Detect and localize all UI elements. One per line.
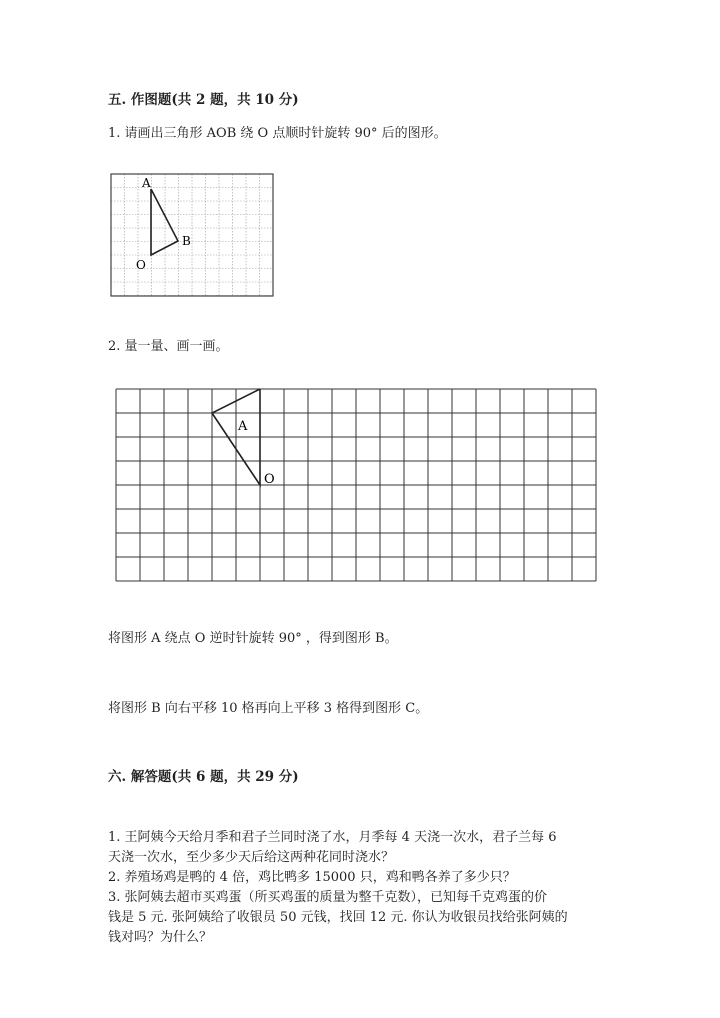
question-2: 2. 量一量、画一画。 xyxy=(108,339,229,354)
q3-line: 3. 张阿姨去超市买鸡蛋（所买鸡蛋的质量为整千克数），已知每千克鸡蛋的价 xyxy=(108,890,548,905)
q1-line: 1. 王阿姨今天给月季和君子兰同时浇了水，月季每 4 天浇一次水，君子兰每 6 xyxy=(108,830,557,845)
label-b: B xyxy=(182,234,191,248)
answer-questions xyxy=(108,828,613,948)
triangle-aob xyxy=(151,189,178,255)
label-o: O xyxy=(264,472,275,487)
section5-heading: 五. 作图题(共 2 题，共 10 分) xyxy=(108,92,299,108)
task-rotate: 将图形 A 绕点 O 逆时针旋转 90° ，得到图形 B。 xyxy=(108,631,398,646)
label-a: A xyxy=(142,176,151,190)
q2-line: 2. 养殖场鸡是鸭的 4 倍，鸡比鸭多 15000 只，鸡和鸭各养了多少只？ xyxy=(108,870,516,885)
task-translate: 将图形 B 向右平移 10 格再向上平移 3 格得到图形 C。 xyxy=(108,701,429,716)
q1-line: 天浇一次水，至少多少天后给这两种花同时浇水？ xyxy=(108,850,395,865)
q3-line: 钱是 5 元. 张阿姨给了收银员 50 元钱，找回 12 元. 你认为收银员找给张阿姨的 xyxy=(108,910,568,925)
grid-figure-a xyxy=(110,383,605,589)
label-a: A xyxy=(238,419,248,434)
question-1: 1. 请画出三角形 AOB 绕 O 点顺时针旋转 90° 后的图形。 xyxy=(108,126,447,141)
q3-line: 钱对吗？为什么？ xyxy=(108,930,213,945)
grid-figure-aob xyxy=(100,160,290,305)
section6-heading: 六. 解答题(共 6 题，共 29 分) xyxy=(108,769,299,785)
label-o: O xyxy=(136,258,146,272)
